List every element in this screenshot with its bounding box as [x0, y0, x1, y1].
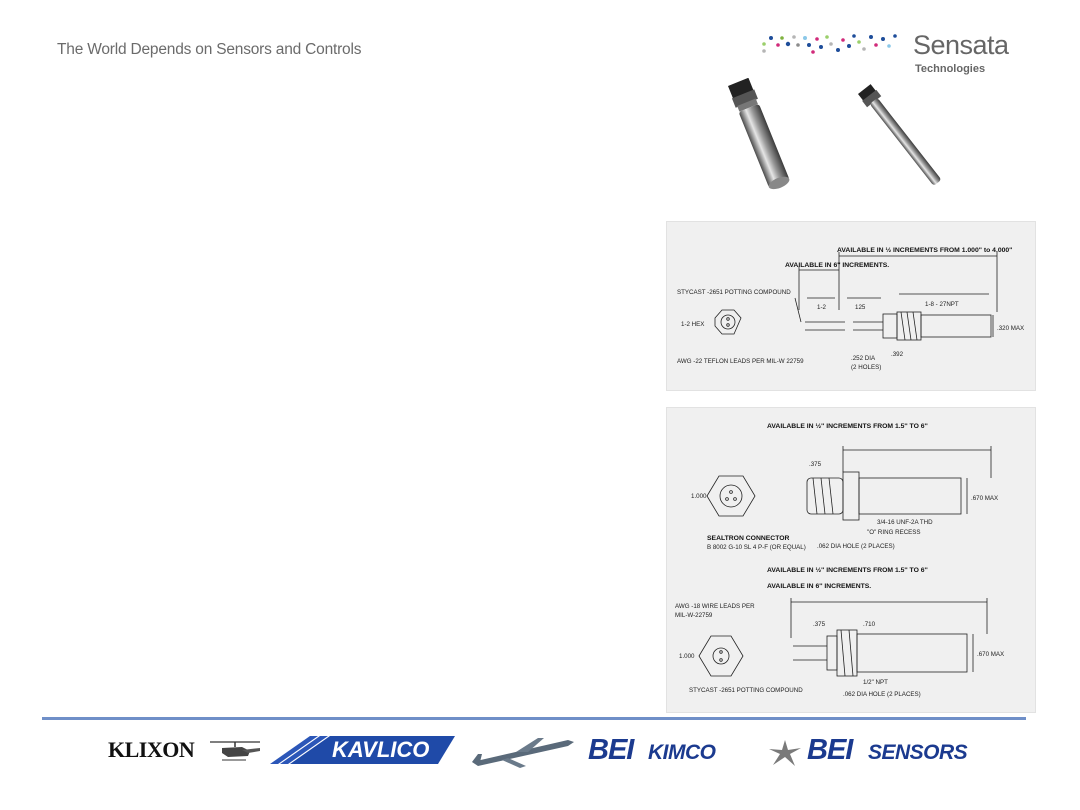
- max-b-label: .670 MAX: [977, 651, 1005, 658]
- inc1-label: AVAILABLE IN ½'' INCREMENTS FROM 1.5'' TO 6'': [767, 423, 928, 430]
- leads-label: AWG -22 TEFLON LEADS PER MIL-W 22759: [677, 358, 804, 365]
- oring-label: "O" RING RECESS: [867, 529, 921, 536]
- leads-label-b: AWG -18 WIRE LEADS PER: [675, 603, 755, 610]
- hole-a-label: .062 DIA HOLE (2 PLACES): [817, 543, 895, 550]
- dim-710: .710: [863, 621, 876, 628]
- hex-label: 1-2 HEX: [681, 321, 705, 328]
- dim-1000b: 1.000: [679, 653, 695, 660]
- kavlico-logo: [270, 734, 460, 768]
- tagline: The World Depends on Sensors and Controls: [57, 41, 362, 58]
- thermowell-product-photos: [700, 78, 1000, 203]
- klixon-logo: KLIXON: [108, 737, 195, 762]
- hole-b-label: .062 DIA HOLE (2 PLACES): [843, 691, 921, 698]
- bei-kimco-logo-kimco: KIMCO: [648, 741, 716, 764]
- helicopter-icon: [208, 738, 262, 764]
- dim-375b: .375: [813, 621, 826, 628]
- dim-1000a: 1.000: [691, 493, 707, 500]
- potting-label-b: STYCAST -2651 POTTING COMPOUND: [689, 687, 803, 694]
- logo-subtitle: Technologies: [915, 63, 986, 75]
- npt-label-b: 1/2" NPT: [863, 679, 888, 686]
- jet-icon: [468, 732, 578, 772]
- bei-sensors-logo-sensors: SENSORS: [868, 741, 968, 764]
- thin-probe-photo: [857, 84, 944, 189]
- inc2-label: AVAILABLE IN ½'' INCREMENTS FROM 1.5'' TO 6'': [767, 567, 928, 574]
- leads-spec: MIL-W-22759: [675, 612, 713, 619]
- thd-label: 3/4-16 UNF-2A THD: [877, 519, 933, 526]
- potting-label: STYCAST -2651 POTTING COMPOUND: [677, 289, 791, 296]
- dia-label: .252 DIA: [851, 355, 876, 362]
- connector-label: SEALTRON CONNECTOR: [707, 535, 790, 542]
- logo-wordmark: Sensata: [913, 30, 1009, 60]
- npt-label: 1-8 - 27NPT: [925, 301, 959, 308]
- connector-pn: B 8002 G-10 SL 4 P-F (OR EQUAL): [707, 544, 806, 551]
- inc-label-top: AVAILABLE IN ½ INCREMENTS FROM 1.000" to 4.000": [837, 247, 1013, 254]
- thick-probe-photo: [727, 78, 792, 192]
- max-label: .320 MAX: [997, 325, 1025, 332]
- kavlico-text: KAVLICO: [332, 737, 430, 762]
- logo-dots-icon: [758, 26, 908, 76]
- dim-a: 1-2: [817, 304, 826, 311]
- footer-divider: [42, 717, 1026, 720]
- dim-375a: .375: [809, 461, 822, 468]
- brand-footer: [100, 728, 980, 778]
- drawing-probe-bottom: [666, 407, 1036, 713]
- inc-label-sub: AVAILABLE IN 6'' INCREMENTS.: [785, 262, 890, 269]
- dim-c: .392: [891, 351, 904, 358]
- inc3-label: AVAILABLE IN 6'' INCREMENTS.: [767, 583, 872, 590]
- bei-kimco-logo-bei: BEI: [588, 734, 634, 766]
- bei-sensors-logo-bei: BEI: [807, 734, 853, 766]
- holes-label: (2 HOLES): [851, 364, 882, 371]
- drawing-probe-top: [666, 221, 1036, 391]
- dim-b: 125: [855, 304, 866, 311]
- star-emblem-icon: [765, 738, 805, 768]
- sensata-logo: [758, 26, 1058, 82]
- max-a-label: .670 MAX: [971, 495, 999, 502]
